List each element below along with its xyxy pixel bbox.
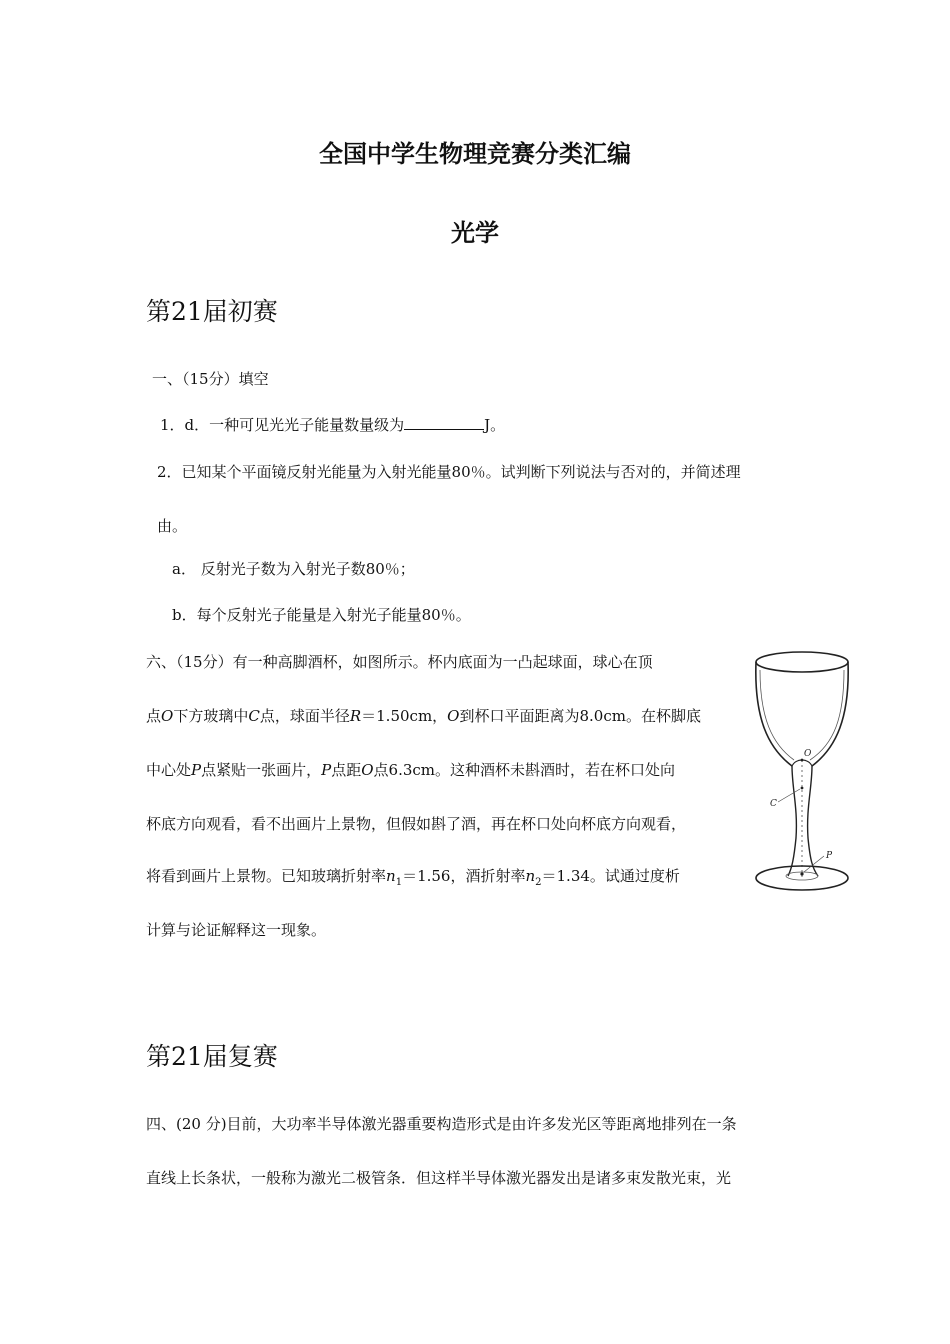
q6-text: ＝1.56，酒折射率 [402,867,526,885]
question-1-2-option-a: a． 反射光子数为入射光子数80％； [172,560,415,578]
q6-text: 点6.3cm。这种酒杯未斟酒时，若在杯口处向 [373,761,676,779]
q6-text: ＝1.34。试通过度析 [541,867,680,885]
document-title: 全国中学生物理竞赛分类汇编 [319,139,631,168]
q6-var-P: P [191,761,202,779]
q6-text: 点 [146,707,162,725]
question-1-1-text: 1．d．一种可见光光子能量数量级为 [160,416,405,434]
q6-text: 下方玻璃中 [173,707,249,725]
q6-subscript: 2 [535,877,542,888]
wine-glass-figure [748,648,858,898]
q6-var-O: O [361,761,374,779]
question-1-2-option-b: b．每个反射光子能量是入射光子能量80％。 [172,606,471,624]
question-6-line5 [146,866,680,893]
section-heading-1: 第21届初赛 [146,297,278,326]
question-6-line2 [146,706,701,726]
q6-var-R: R [349,707,362,725]
answer-blank [404,415,484,430]
q6-subscript: 1 [395,877,403,888]
question-1-1-unit: J。 [484,416,506,434]
q6-text: ＝1.50cm， [361,707,448,725]
section-heading-2: 第21届复赛 [146,1042,278,1071]
question-6-line4: 杯底方向观看，看不出画片上景物，但假如斟了酒，再在杯口处向杯底方向观看， [146,815,687,833]
q6-var-O: O [447,707,460,725]
question-6-line1: 六、（15分）有一种高脚酒杯，如图所示。杯内底面为一凸起球面，球心在顶 [146,653,653,671]
q6-text: 将看到画片上景物。已知玻璃折射率 [146,867,387,885]
q6-text: 点紧贴一张画片， [201,761,322,779]
label-C: C [770,799,777,809]
question-1-1 [160,415,505,435]
label-O: O [804,749,812,759]
question-4-line1: 四、(20 分)目前，大功率半导体激光器重要构造形式是由许多发光区等距离地排列在一条 [146,1115,737,1133]
q6-var-n: n [386,867,396,885]
question-1-header: 一、（15分）填空 [152,370,269,388]
question-6-line6: 计算与论证解释这一现象。 [146,921,327,939]
q6-text: 点，球面半径 [259,707,350,725]
q6-text: 点距 [331,761,362,779]
question-6-line3 [146,760,675,780]
document-subtitle: 光学 [451,218,499,247]
label-P: P [826,851,833,861]
q6-text: 中心处 [146,761,192,779]
q6-var-C: C [248,707,260,725]
q6-var-P: P [321,761,332,779]
q6-var-n: n [525,867,536,885]
q6-text: 到杯口平面距离为8.0cm。在杯脚底 [459,707,701,725]
question-1-2-line1: 2．已知某个平面镜反射光能量为入射光能量80％。试判断下列说法与否对的，并简述理 [157,463,741,481]
question-4-line2: 直线上长条状，一般称为激光二极管条．但这样半导体激光器发出是诸多束发散光束，光 [146,1169,732,1187]
q6-var-O: O [161,707,174,725]
question-1-2-line2: 由。 [157,517,188,535]
